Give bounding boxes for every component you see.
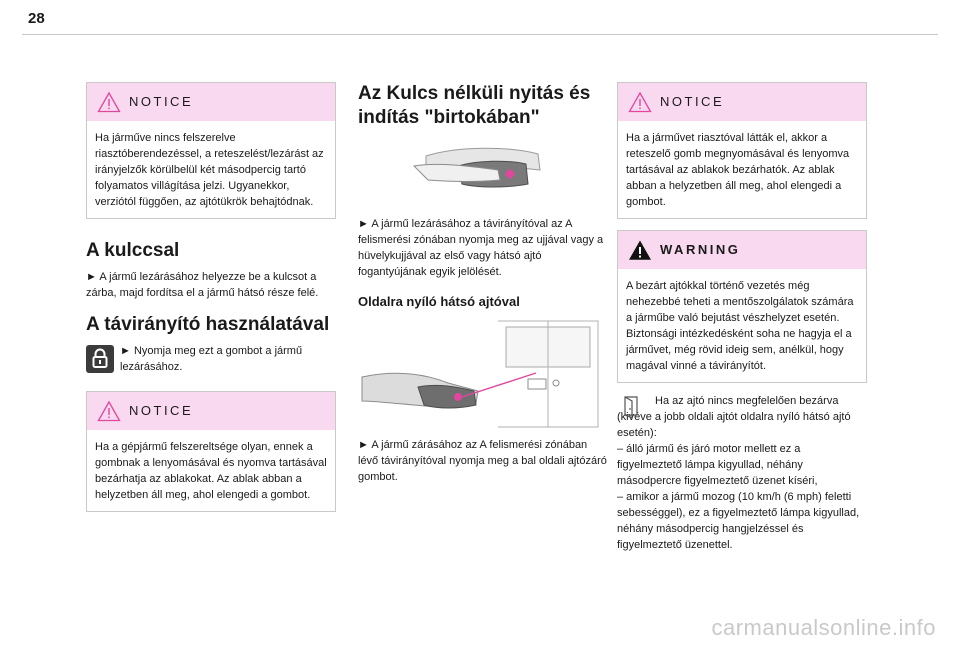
- lock-button-icon: [86, 345, 114, 373]
- left-column: [86, 82, 336, 512]
- warning-header: [618, 231, 866, 269]
- rear-door-illustration: [358, 317, 608, 429]
- notice-box-2: [86, 391, 336, 512]
- page-number: 28: [28, 10, 45, 27]
- top-rule: [22, 34, 938, 35]
- warning-title: WARNING: [660, 242, 741, 257]
- door-open-icon: [619, 393, 645, 419]
- notice-text: Ha a járművet riasztóval látták el, akkor a reteszelő gomb megnyomásával és lenyomva tartásával az ablakok bezárhatók. Az ablak abban a helyzetben áll meg, ahol elengedi a gombot.: [626, 132, 850, 208]
- info-text-2: – álló jármű és járó motor mellett ez a figyelmeztető lámpa kigyullad, néhány másodpercre figyelmeztető üzenet kíséri,: [617, 443, 818, 487]
- info-block: [617, 393, 867, 553]
- watermark: carmanualsonline.info: [711, 615, 936, 640]
- middle-column: [358, 82, 608, 485]
- notice-box-1: [86, 82, 336, 219]
- remote-text: ► Nyomja meg ezt a gombot a jármű lezárásához.: [120, 345, 303, 373]
- notice-title: NOTICE: [129, 94, 194, 109]
- warning-body: [618, 269, 866, 382]
- notice-title: NOTICE: [129, 403, 194, 418]
- notice-header: [87, 392, 335, 430]
- notice-triangle-icon: [97, 400, 121, 422]
- info-text-1: Ha az ajtó nincs megfelelően bezárva (kivéve a jobb oldali ajtót oldalra nyíló hátsó ajtó esetén):: [617, 395, 851, 439]
- notice-header: [618, 83, 866, 121]
- notice-text: Ha a gépjármű felszereltsége olyan, ennek a gombnak a lenyomásával és nyomva tartásával bezárhatja az ablakokat. Az ablak abban a helyzetben áll meg, ahol elengedi a gombot.: [95, 441, 327, 501]
- notice-text: Ha járműve nincs felszerelve riasztóberendezéssel, a reteszelést/lezárást az irányjelzők körülbelül két másodpercig tartó folyamatos villágítása jelzi. Ugyanekkor, verziótól függően, az ajtótükrök behajtódnak.: [95, 132, 324, 208]
- notice-header: [87, 83, 335, 121]
- door-handle-illustration: [358, 140, 608, 208]
- keys-heading: A kulccsal: [86, 240, 180, 261]
- notice-title: NOTICE: [660, 94, 725, 109]
- notice-box-3: [617, 82, 867, 219]
- warning-triangle-icon: [628, 239, 652, 261]
- side-door-text: ► A jármű zárásához az A felismerési zónában lévő távirányítóval nyomja meg a bal oldali ajtózáró gombot.: [358, 439, 607, 483]
- remote-heading: A távirányító használatával: [86, 314, 330, 335]
- warning-box: [617, 230, 867, 383]
- warning-text-1: A bezárt ajtókkal történő vezetés még nehezebbé teheti a mentőszolgálatok számára a járműbe való bejutást vészhelyzet esetén.: [626, 280, 854, 324]
- keys-text: ► A jármű lezárásához helyezze be a kulcsot a zárba, majd fordítsa el a jármű hátsó része felé.: [86, 271, 319, 299]
- keyless-text: ► A jármű lezárásához a távirányítóval az A felismerési zónában nyomja meg az ujjával vagy a hüvelykujjával az első vagy hátsó ajtó fogantyújának egyik jelölését.: [358, 218, 604, 278]
- info-text-3: – amikor a jármű mozog (10 km/h (6 mph) feletti sebességgel), ez a figyelmeztető lámpa kigyullad, néhány másodpercig hangjelzéssel és figyelmeztető üzenettel.: [617, 491, 860, 551]
- remote-instruction: [86, 343, 336, 377]
- warning-text-2: Biztonsági intézkedésként soha ne hagyja el a járművet, még rövid ideig sem, anélkül, hogy magával vinné a távirányítót.: [626, 328, 852, 372]
- side-door-subheading: Oldalra nyíló hátsó ajtóval: [358, 294, 520, 309]
- right-column: [617, 82, 867, 553]
- notice-triangle-icon: [628, 91, 652, 113]
- notice-triangle-icon: [97, 91, 121, 113]
- keyless-heading: Az Kulcs nélküli nyitás és indítás "birtokában": [358, 83, 591, 128]
